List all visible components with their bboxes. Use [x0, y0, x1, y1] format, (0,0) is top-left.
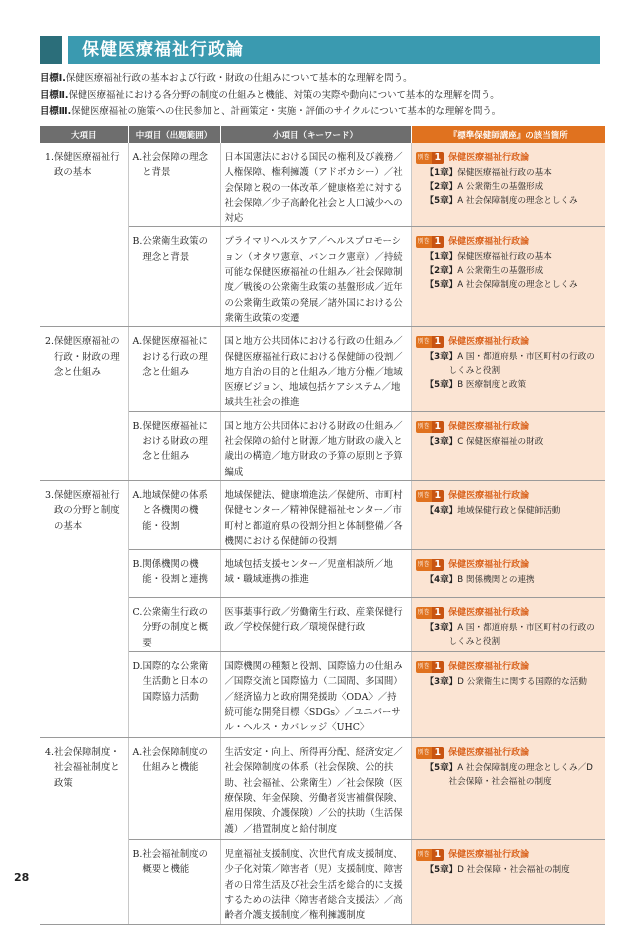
keywords-cell: 国と地方公共団体における行政の仕組み／保健医療福祉行政における保健師の役割／地方自治の目的と仕組み／地方分権／地域医療ビジョン、地域包括ケアシステム／地域共生社会の推進 [220, 327, 411, 411]
reference-cell [411, 652, 605, 738]
volume-badge [416, 152, 445, 164]
goals-list [40, 71, 610, 121]
chapter-text: A 国・都道府県・市区町村の行政のしくみと役割 [448, 352, 595, 377]
volume-badge-number: 1 [432, 236, 445, 248]
reference-chapter [416, 180, 602, 194]
chapter-text: 保健医療福祉行政の基本 [457, 252, 552, 263]
keywords-cell: 地域保健法、健康増進法／保健所、市町村保健センター／精神保健福祉センター／市町村と都道府県の役割分担と体制整備／各機関における保健師の役割 [220, 480, 411, 549]
chapter-number: 【5章】 [425, 196, 458, 206]
volume-badge-number: 1 [432, 747, 445, 759]
mid-item-text: 社会福祉制度の概要と機能 [142, 849, 209, 876]
chapter-text: A 公衆衛生の基盤形成 [457, 182, 544, 192]
major-item-number: 4. [45, 747, 54, 759]
reference-cell [411, 143, 605, 227]
chapter-number: 【1章】 [425, 252, 458, 263]
chapter-text: A 社会保障制度の理念としくみ／D 社会保障・社会福祉の制度 [448, 763, 593, 788]
reference-cell [411, 550, 605, 598]
reference-chapter [416, 675, 602, 689]
volume-badge-number: 1 [432, 336, 445, 348]
mid-item-text: 社会保障制度の仕組みと機能 [142, 747, 208, 774]
volume-badge-number: 1 [432, 490, 445, 502]
major-item-number: 2. [45, 336, 54, 348]
reference-chapter [416, 166, 602, 180]
chapter-number: 【3章】 [425, 677, 458, 688]
volume-badge-label: 別巻 [417, 749, 430, 757]
major-item-cell [40, 327, 128, 481]
header-mid: 中項目（出題範囲） [128, 126, 220, 143]
volume-badge [416, 559, 445, 571]
chapter-number: 【5章】 [425, 280, 458, 291]
reference-cell [411, 411, 605, 480]
chapter-number: 【5章】 [425, 763, 458, 774]
syllabus-table [40, 126, 605, 925]
mid-item-cell [128, 227, 220, 327]
reference-book [416, 489, 602, 503]
mid-item-text: 保健医療福祉における財政の理念と仕組み [142, 420, 209, 463]
title-banner [40, 36, 600, 64]
reference-book [416, 335, 602, 349]
reference-book [416, 660, 602, 674]
reference-book [416, 746, 602, 760]
volume-badge-number: 1 [432, 559, 445, 571]
reference-chapter [416, 278, 602, 292]
goal-1: 目標Ⅰ.保健医療福祉行政の基本および行政・財政の仕組みについて基本的な理解を問う。 [40, 73, 413, 84]
reference-book [416, 151, 602, 165]
reference-cell [411, 738, 605, 840]
major-item-cell [40, 480, 128, 737]
mid-item-cell [128, 652, 220, 738]
header-keywords: 小項目（キーワード） [220, 126, 411, 143]
reference-chapter [416, 761, 602, 789]
volume-badge-label: 別巻 [417, 154, 430, 161]
page-title: 保健医療福祉行政論 [68, 36, 600, 64]
chapter-number: 【5章】 [425, 865, 458, 876]
volume-badge-label: 別巻 [417, 422, 430, 430]
volume-badge-label: 別巻 [417, 491, 430, 499]
chapter-number: 【4章】 [425, 505, 458, 516]
mid-item-label: B. [132, 849, 143, 861]
table-row [40, 480, 605, 549]
mid-item-cell [128, 143, 220, 227]
reference-book [416, 848, 602, 862]
mid-item-text: 地域保健の体系と各機関の機能・役割 [142, 489, 208, 532]
chapter-text: A 国・都道府県・市区町村の行政のしくみと役割 [448, 623, 595, 648]
volume-badge [416, 747, 445, 759]
chapter-number: 【2章】 [425, 266, 458, 277]
volume-badge [416, 490, 445, 502]
volume-badge-number: 1 [432, 661, 445, 673]
major-item-number: 3. [45, 489, 54, 501]
mid-item-text: 公衆衛生行政の分野の制度と概要 [142, 607, 208, 649]
mid-item-label: A. [132, 336, 143, 348]
table-row [40, 327, 605, 411]
volume-badge-label: 別巻 [417, 238, 430, 246]
volume-badge-label: 別巻 [417, 663, 430, 671]
goal-3: 目標Ⅲ.保健医療福祉の施策への住民参加と、計画策定・実施・評価のサイクルについて基本的な理解を問う。 [40, 106, 502, 117]
reference-chapter [416, 250, 602, 264]
reference-cell [411, 598, 605, 652]
reference-book [416, 235, 602, 249]
chapter-number: 【3章】 [425, 436, 458, 447]
mid-item-cell [128, 327, 220, 411]
reference-book-title: 保健医療福祉行政論 [448, 490, 530, 501]
reference-book-title: 保健医療福祉行政論 [448, 337, 530, 348]
chapter-text: B 医療制度と政策 [457, 380, 527, 391]
chapter-text: D 社会保障・社会福祉の制度 [457, 865, 570, 876]
mid-item-cell [128, 598, 220, 652]
header-major: 大項目 [40, 126, 128, 143]
reference-book [416, 606, 602, 620]
chapter-text: A 社会保障制度の理念としくみ [457, 196, 578, 206]
major-item-cell [40, 143, 128, 327]
reference-book [416, 420, 602, 434]
mid-item-text: 保健医療福祉における行政の理念と仕組み [142, 336, 208, 378]
chapter-number: 【4章】 [425, 575, 458, 586]
reference-book-title: 保健医療福祉行政論 [448, 560, 530, 571]
mid-item-label: B. [132, 559, 143, 571]
reference-book-title: 保健医療福祉行政論 [448, 850, 530, 861]
reference-book-title: 保健医療福祉行政論 [448, 421, 530, 432]
volume-badge-number: 1 [432, 607, 445, 619]
goal-2: 目標Ⅱ.保健医療福祉における各分野の制度の仕組みと機能、対策の実際や動向について基本的な理解を問う。 [40, 89, 500, 101]
mid-item-label: B. [132, 236, 143, 248]
volume-badge [416, 849, 445, 861]
reference-chapter [416, 378, 602, 392]
mid-item-cell [128, 738, 220, 840]
chapter-text: D 公衆衛生に関する国際的な活動 [457, 677, 587, 688]
volume-badge-label: 別巻 [417, 561, 430, 569]
chapter-text: A 社会保障制度の理念としくみ [457, 280, 578, 291]
major-item-cell [40, 738, 128, 924]
mid-item-text: 関係機関の機能・役割と連携 [142, 559, 209, 586]
keywords-cell: 国と地方公共団体における財政の仕組み／社会保障の給付と財源／地方財政の歳入と歳出の構造／地方財政の予算の原則と予算編成 [220, 411, 411, 480]
mid-item-text: 国際的な公衆衛生活動と日本の国際協力活動 [142, 661, 209, 703]
chapter-text: B 関係機関との連携 [457, 575, 535, 586]
mid-item-label: B. [132, 420, 143, 432]
reference-chapter [416, 350, 602, 378]
keywords-cell: 児童福祉支援制度、次世代育成支援制度、少子化対策／障害者（児）支援制度、障害者の日常生活及び社会生活を総合的に支援するための法律〈障害者総合支援法〉／高齢者介護支援制度／権利擁護制度 [220, 840, 411, 924]
mid-item-text: 社会保障の理念と背景 [142, 152, 208, 179]
volume-badge [416, 236, 445, 248]
reference-cell [411, 840, 605, 924]
mid-item-label: D. [132, 661, 143, 673]
major-item-text: 保健医療福祉行政の基本 [53, 152, 120, 179]
volume-badge [416, 607, 445, 619]
reference-book-title: 保健医療福祉行政論 [448, 748, 530, 759]
volume-badge-number: 1 [432, 152, 445, 164]
mid-item-cell [128, 480, 220, 549]
chapter-text: 保健医療福祉行政の基本 [457, 168, 552, 178]
chapter-number: 【3章】 [425, 623, 458, 634]
reference-chapter [416, 573, 602, 587]
major-item-text: 保健医療福祉の行政・財政の理念と仕組み [53, 336, 120, 378]
volume-badge-label: 別巻 [417, 609, 430, 617]
mid-item-label: A. [132, 747, 143, 759]
chapter-number: 【1章】 [425, 168, 458, 178]
keywords-cell: 地域包括支援センター／児童相談所／地域・職域連携の推進 [220, 550, 411, 598]
chapter-number: 【3章】 [425, 352, 458, 363]
chapter-text: A 公衆衛生の基盤形成 [457, 266, 544, 277]
reference-cell [411, 480, 605, 549]
reference-book-title: 保健医療福祉行政論 [448, 237, 530, 248]
volume-badge-label: 別巻 [417, 851, 430, 859]
volume-badge-number: 1 [432, 421, 445, 433]
mid-item-label: C. [132, 607, 143, 619]
title-accent-block [40, 36, 62, 64]
reference-book-title: 保健医療福祉行政論 [448, 608, 530, 619]
reference-book [416, 558, 602, 572]
volume-badge [416, 336, 445, 348]
reference-chapter [416, 194, 602, 208]
table-header-row [40, 126, 605, 143]
major-item-number: 1. [45, 152, 54, 163]
volume-badge [416, 421, 445, 433]
major-item-text: 社会保障制度・社会福祉制度と政策 [53, 747, 120, 789]
mid-item-cell [128, 840, 220, 924]
chapter-text: 地域保健行政と保健師活動 [457, 505, 561, 516]
keywords-cell: 生活安定・向上、所得再分配、経済安定／社会保障制度の体系（社会保険、公的扶助、社会福祉、公衆衛生）／社会保険（医療保険、年金保険、労働者災害補償保険、雇用保険、介護保険）／公的扶助（生活保護）／措置制度と給付制度 [220, 738, 411, 840]
reference-book-title: 保健医療福祉行政論 [448, 662, 530, 673]
reference-chapter [416, 504, 602, 518]
reference-book-title: 保健医療福祉行政論 [448, 153, 530, 163]
chapter-text: C 保健医療福祉の財政 [457, 436, 544, 447]
table-body [40, 143, 605, 924]
page-number: 28 [14, 871, 30, 884]
header-reference: 『標準保健師講座』の該当箇所 [411, 126, 605, 143]
keywords-cell: 日本国憲法における国民の権利及び義務／人権保障、権利擁護（アドボカシー）／社会保障と税の一体改革／健康格差に対する社会保障／少子高齢化社会と人口減少への対応 [220, 143, 411, 227]
chapter-number: 【2章】 [425, 182, 458, 192]
volume-badge-label: 別巻 [417, 338, 430, 346]
mid-item-cell [128, 411, 220, 480]
table-row [40, 738, 605, 840]
reference-cell [411, 227, 605, 327]
mid-item-label: A. [132, 489, 143, 501]
mid-item-text: 公衆衛生政策の理念と背景 [142, 236, 209, 263]
keywords-cell: 医事薬事行政／労働衛生行政、産業保健行政／学校保健行政／環境保健行政 [220, 598, 411, 652]
reference-cell [411, 327, 605, 411]
keywords-cell: プライマリヘルスケア／ヘルスプロモーション（オタワ憲章、バンコク憲章）／持続可能な保健医療福祉の仕組み／社会保障制度／戦後の公衆衛生政策の基盤形成／近年の公衆衛生政策の発展／諸外国における公衆衛生政策の変遷 [220, 227, 411, 327]
reference-chapter [416, 264, 602, 278]
mid-item-label: A. [132, 152, 143, 163]
keywords-cell: 国際機関の種類と役割、国際協力の仕組み／国際交流と国際協力（二国間、多国間）／経済協力と政府開発援助〈ODA〉／持続可能な開発目標〈SDGs〉／ユニバーサル・ヘルス・カバレッジ〈UHC〉 [220, 652, 411, 738]
table-row [40, 143, 605, 227]
reference-chapter [416, 435, 602, 449]
volume-badge-number: 1 [432, 849, 445, 861]
mid-item-cell [128, 550, 220, 598]
chapter-number: 【5章】 [425, 380, 458, 391]
major-item-text: 保健医療福祉行政の分野と制度の基本 [53, 489, 120, 532]
volume-badge [416, 661, 445, 673]
reference-chapter [416, 863, 602, 877]
reference-chapter [416, 621, 602, 649]
